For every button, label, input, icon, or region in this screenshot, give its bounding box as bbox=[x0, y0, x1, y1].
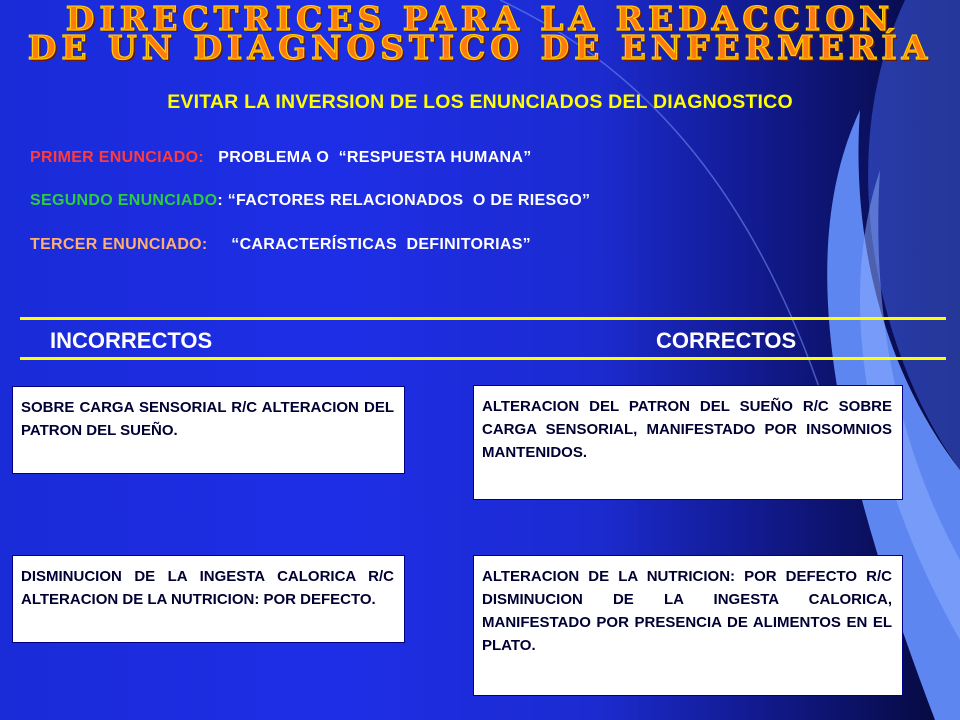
correct-example-2: ALTERACION DE LA NUTRICION: POR DEFECTO R/C DISMINUCION DE LA INGESTA CALORICA, MANIFESTADO POR PRESENCIA DE ALIMENTOS EN EL PLATO. bbox=[473, 555, 903, 696]
statement-second-label: SEGUNDO ENUNCIADO bbox=[30, 192, 218, 209]
statement-third bbox=[30, 236, 531, 254]
divider-top bbox=[20, 317, 946, 320]
divider-bottom bbox=[20, 357, 946, 360]
statement-second-separator: : bbox=[217, 192, 228, 209]
correct-example-1: ALTERACION DEL PATRON DEL SUEÑO R/C SOBRE CARGA SENSORIAL, MANIFESTADO POR INSOMNIOS MANTENIDOS. bbox=[473, 385, 903, 500]
heading-correct: CORRECTOS bbox=[656, 328, 797, 353]
statement-second-value: “FACTORES RELACIONADOS O DE RIESGO” bbox=[227, 192, 591, 209]
incorrect-example-2: DISMINUCION DE LA INGESTA CALORICA R/C ALTERACION DE LA NUTRICION: POR DEFECTO. bbox=[12, 555, 405, 643]
statement-second bbox=[30, 192, 590, 210]
statement-third-separator: : bbox=[201, 236, 232, 253]
statement-first-value: PROBLEMA O “RESPUESTA HUMANA” bbox=[218, 149, 532, 166]
title-line-1: DIRECTRICES PARA LA REDACCION bbox=[65, 0, 895, 38]
statement-third-value: “CARACTERÍSTICAS DEFINITORIAS” bbox=[231, 236, 531, 253]
subtitle: EVITAR LA INVERSION DE LOS ENUNCIADOS DEL DIAGNOSTICO bbox=[167, 91, 793, 113]
statement-first-label: PRIMER ENUNCIADO bbox=[30, 149, 199, 166]
title-line-2: DE UN DIAGNOSTICO DE ENFERMERÍA bbox=[27, 28, 933, 67]
statement-third-label: TERCER ENUNCIADO bbox=[30, 236, 202, 253]
incorrect-example-1: SOBRE CARGA SENSORIAL R/C ALTERACION DEL PATRON DEL SUEÑO. bbox=[12, 386, 405, 474]
heading-incorrect: INCORRECTOS bbox=[50, 328, 213, 353]
statement-first-separator: : bbox=[198, 149, 219, 166]
statement-first bbox=[30, 149, 532, 167]
